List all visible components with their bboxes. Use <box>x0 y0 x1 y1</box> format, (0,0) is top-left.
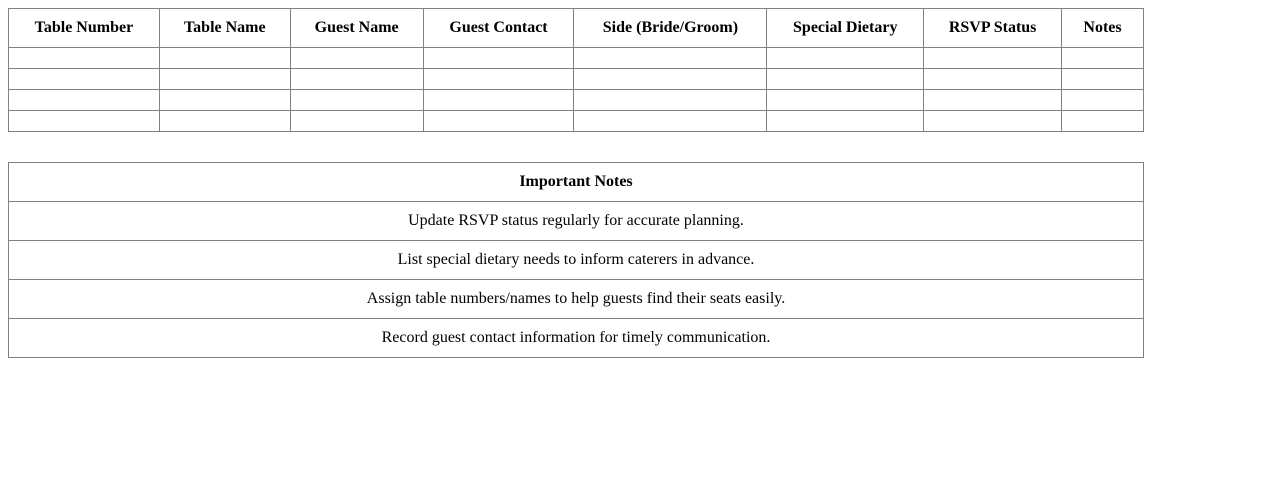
table-cell[interactable] <box>574 111 767 132</box>
column-header-guest-name: Guest Name <box>290 9 423 48</box>
column-header-special-dietary: Special Dietary <box>767 9 924 48</box>
table-cell[interactable] <box>423 48 574 69</box>
note-item: Update RSVP status regularly for accurate planning. <box>9 202 1144 241</box>
table-cell[interactable] <box>1062 90 1144 111</box>
note-item: List special dietary needs to inform caterers in advance. <box>9 241 1144 280</box>
table-cell[interactable] <box>423 90 574 111</box>
table-cell[interactable] <box>159 111 290 132</box>
header-row <box>9 9 1144 48</box>
table-cell[interactable] <box>9 48 160 69</box>
note-item: Assign table numbers/names to help guests find their seats easily. <box>9 280 1144 319</box>
table-cell[interactable] <box>9 111 160 132</box>
table-cell[interactable] <box>159 90 290 111</box>
note-row <box>9 202 1144 241</box>
table-row <box>9 90 1144 111</box>
column-header-side: Side (Bride/Groom) <box>574 9 767 48</box>
table-cell[interactable] <box>574 69 767 90</box>
table-cell[interactable] <box>574 48 767 69</box>
table-cell[interactable] <box>423 111 574 132</box>
important-notes-table <box>8 162 1144 358</box>
table-cell[interactable] <box>423 69 574 90</box>
table-cell[interactable] <box>159 69 290 90</box>
column-header-rsvp-status: RSVP Status <box>924 9 1062 48</box>
notes-title: Important Notes <box>9 163 1144 202</box>
table-cell[interactable] <box>767 111 924 132</box>
table-cell[interactable] <box>290 48 423 69</box>
table-cell[interactable] <box>290 111 423 132</box>
note-item: Record guest contact information for timely communication. <box>9 319 1144 358</box>
table-cell[interactable] <box>290 69 423 90</box>
note-row <box>9 319 1144 358</box>
table-cell[interactable] <box>574 90 767 111</box>
table-cell[interactable] <box>767 90 924 111</box>
table-row <box>9 111 1144 132</box>
column-header-table-name: Table Name <box>159 9 290 48</box>
table-cell[interactable] <box>9 90 160 111</box>
table-cell[interactable] <box>159 48 290 69</box>
table-cell[interactable] <box>924 90 1062 111</box>
note-row <box>9 241 1144 280</box>
table-cell[interactable] <box>924 69 1062 90</box>
column-header-guest-contact: Guest Contact <box>423 9 574 48</box>
notes-header-row <box>9 163 1144 202</box>
guest-list-table <box>8 8 1144 132</box>
column-header-table-number: Table Number <box>9 9 160 48</box>
table-cell[interactable] <box>924 111 1062 132</box>
column-header-notes: Notes <box>1062 9 1144 48</box>
table-cell[interactable] <box>1062 48 1144 69</box>
table-cell[interactable] <box>924 48 1062 69</box>
table-row <box>9 48 1144 69</box>
table-cell[interactable] <box>767 48 924 69</box>
table-row <box>9 69 1144 90</box>
table-cell[interactable] <box>767 69 924 90</box>
note-row <box>9 280 1144 319</box>
table-cell[interactable] <box>1062 69 1144 90</box>
table-cell[interactable] <box>290 90 423 111</box>
table-cell[interactable] <box>1062 111 1144 132</box>
table-cell[interactable] <box>9 69 160 90</box>
